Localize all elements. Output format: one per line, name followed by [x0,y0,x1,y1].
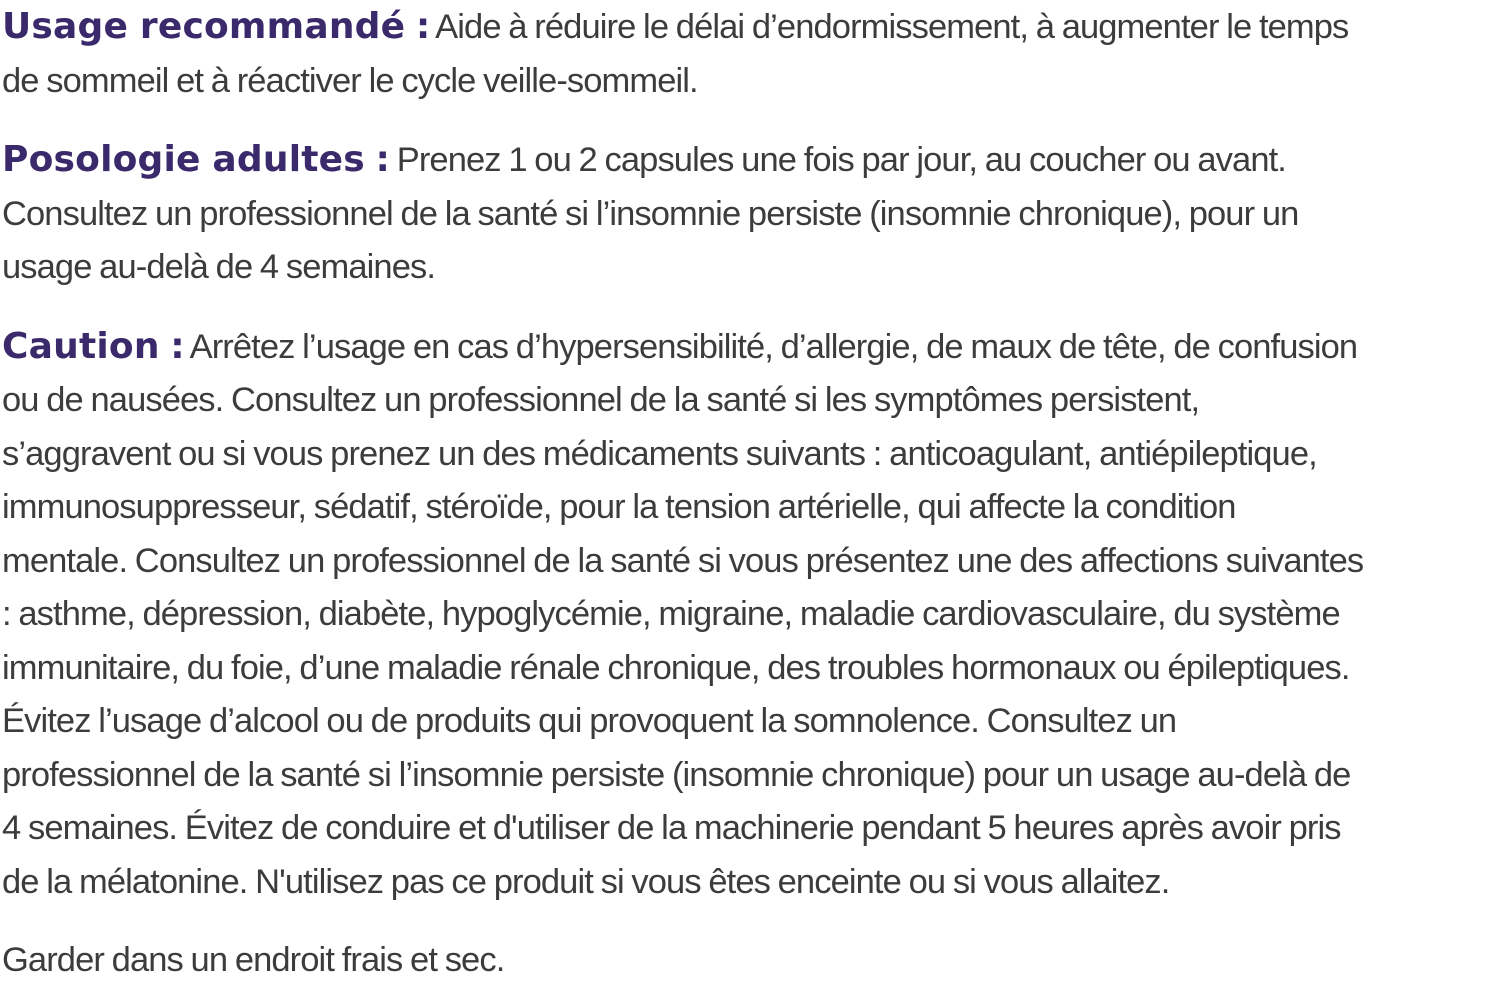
caution-text: Arrêtez l’usage en cas d’hypersensibilité, d’allergie, de maux de tête, de confusion [183,327,1358,366]
dosage-line-2: Consultez un professionnel de la santé si l’insomnie persiste (insomnie chronique), pour un [2,194,1299,233]
caution-line-11: de la mélatonine. N'utilisez pas ce produit si vous êtes enceinte ou si vous allaitez. [2,862,1170,901]
dosage-line-1 [2,133,1500,188]
caution-line-5: mentale. Consultez un professionnel de la santé si vous présentez une des affections suivantes [2,541,1364,580]
dosage-heading: Posologie adultes [2,139,365,180]
caution-line-2: ou de nausées. Consultez un professionnel de la santé si les symptômes persistent, [2,381,1200,419]
dosage-paragraph [2,133,1500,295]
dosage-colon: : [364,139,390,180]
caution-line-9: professionnel de la santé si l’insomnie persiste (insomnie chronique) pour un usage au-delà de [2,755,1351,794]
caution-heading: Caution [2,325,160,367]
usage-line-1 [2,0,1500,55]
caution-line-8: Évitez l’usage d’alcool ou de produits qui provoquent la somnolence. Consultez un [2,702,1177,740]
usage-line-2: de sommeil et à réactiver le cycle veille-sommeil. [2,61,698,100]
usage-paragraph [2,0,1500,108]
storage-paragraph [2,934,1500,988]
caution-line-4: immunosuppresseur, sédatif, stéroïde, pour la tension artérielle, qui affecte la condition [2,488,1236,526]
caution-line-7: immunitaire, du foie, d’une maladie rénale chronique, des troubles hormonaux ou épileptiques. [2,648,1350,687]
label-text-document [2,0,1500,988]
caution-line-3: s’aggravent ou si vous prenez un des médicaments suivants : anticoagulant, antiépileptique, [2,434,1317,473]
dosage-line-3: usage au-delà de 4 semaines. [2,248,436,286]
caution-colon: : [159,325,184,367]
caution-paragraph [2,320,1500,910]
usage-text: Aide à réduire le délai d’endormissement, à augmenter le temps [429,8,1349,46]
caution-line-6: : asthme, dépression, diabète, hypoglycémie, migraine, maladie cardiovasculaire, du système [2,595,1340,633]
dosage-text: Prenez 1 ou 2 capsules une fois par jour, au coucher ou avant. [389,141,1286,179]
caution-line-1 [2,320,1500,375]
usage-colon: : [405,6,430,47]
usage-heading: Usage recommandé [2,6,406,47]
storage-line-1: Garder dans un endroit frais et sec. [2,941,505,979]
caution-line-10: 4 semaines. Évitez de conduire et d'utiliser de la machinerie pendant 5 heures après avoir pris [2,809,1341,847]
